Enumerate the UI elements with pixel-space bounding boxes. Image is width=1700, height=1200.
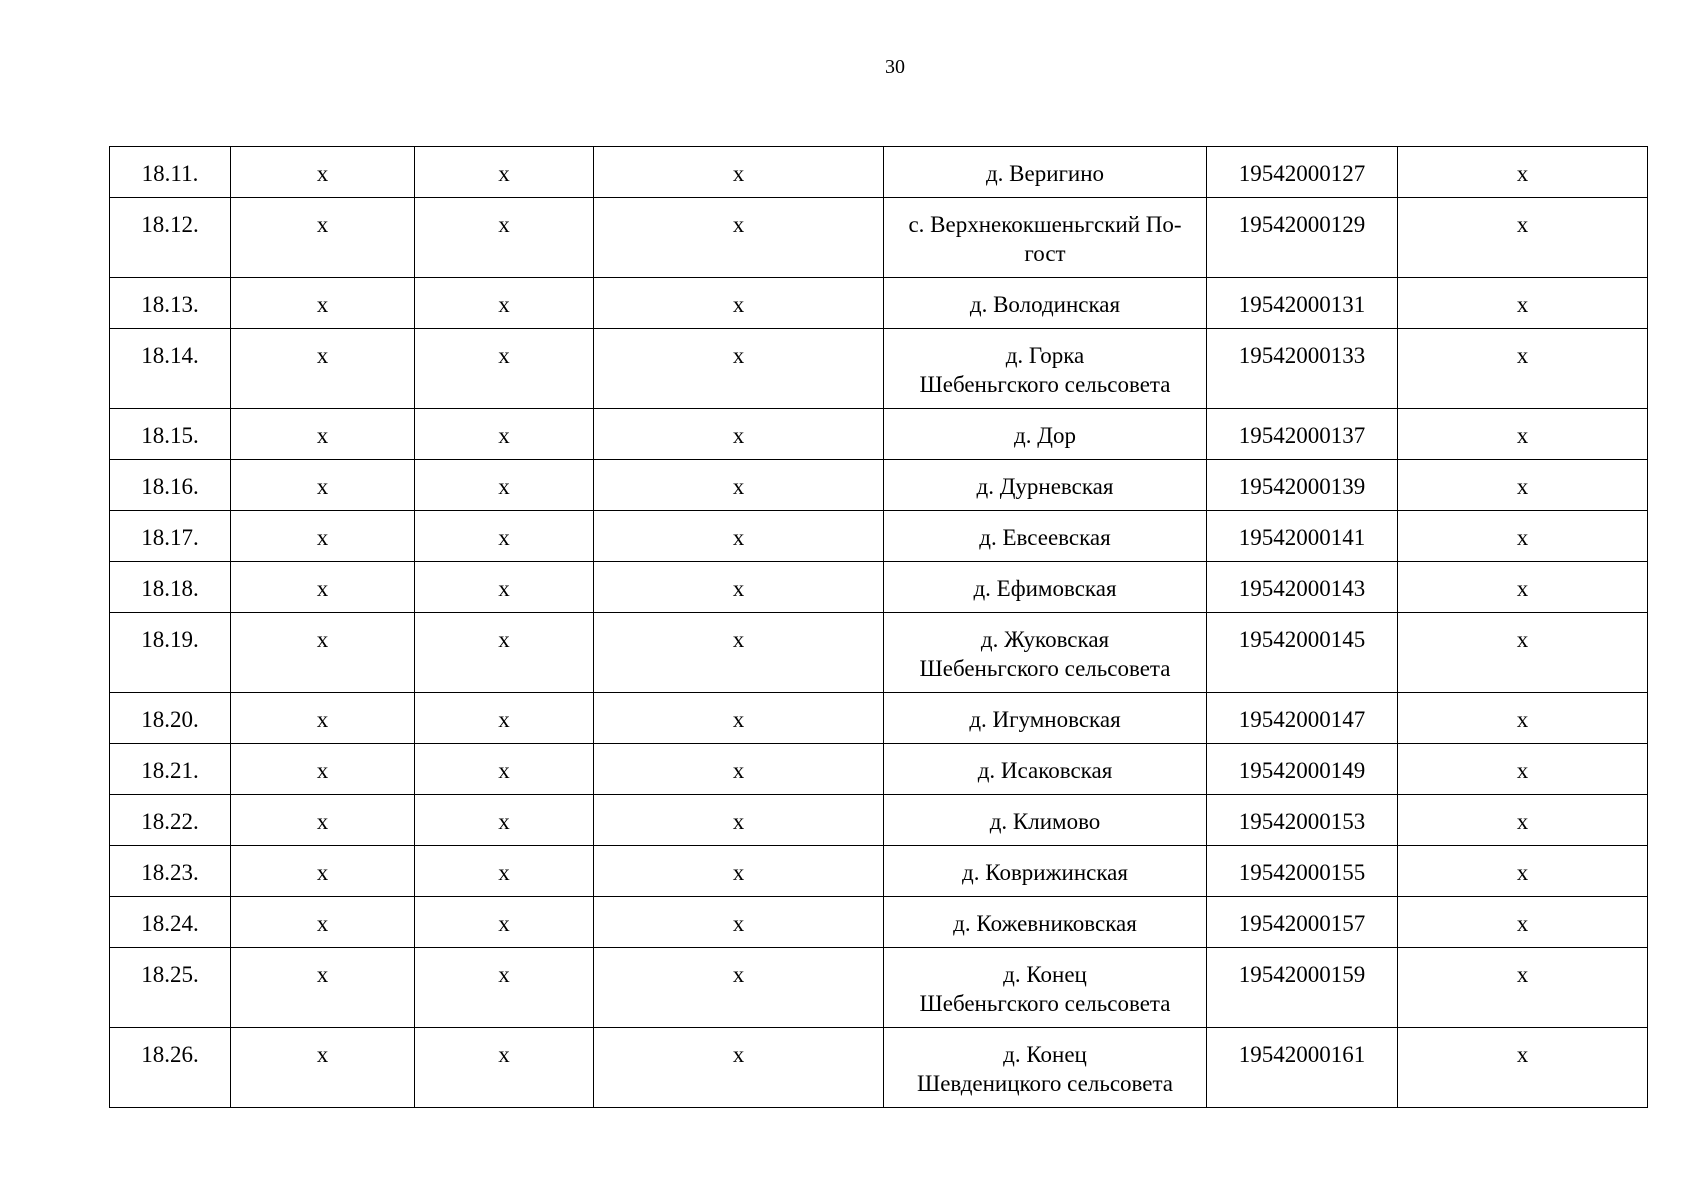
oktmo-code-cell: 19542000149 (1207, 744, 1398, 795)
oktmo-code-cell: 19542000143 (1207, 562, 1398, 613)
placeholder-cell: x (1398, 409, 1648, 460)
placeholder-cell: x (231, 795, 415, 846)
placeholder-cell: x (231, 1028, 415, 1108)
settlement-name-line: Шевденицкого сельсовета (917, 1071, 1173, 1096)
table-row (110, 846, 1648, 897)
settlement-name-cell (884, 948, 1207, 1028)
settlement-name-line: Шебеньгского сельсовета (919, 372, 1171, 397)
table-row (110, 897, 1648, 948)
placeholder-cell: x (1398, 744, 1648, 795)
row-number-cell: 18.12. (110, 198, 231, 278)
placeholder-cell: x (1398, 795, 1648, 846)
placeholder-cell: x (1398, 846, 1648, 897)
settlement-name-line: гост (1024, 241, 1066, 266)
placeholder-cell: x (594, 147, 884, 198)
placeholder-cell: x (231, 147, 415, 198)
oktmo-code-cell: 19542000137 (1207, 409, 1398, 460)
table-row (110, 147, 1648, 198)
placeholder-cell: x (231, 744, 415, 795)
settlement-name-cell (884, 1028, 1207, 1108)
settlement-name-line: Шебеньгского сельсовета (919, 656, 1171, 681)
row-number-cell: 18.25. (110, 948, 231, 1028)
settlement-name-cell: д. Коврижинская (884, 846, 1207, 897)
placeholder-cell: x (231, 409, 415, 460)
oktmo-code-cell: 19542000145 (1207, 613, 1398, 693)
placeholder-cell: x (231, 278, 415, 329)
row-number-cell: 18.21. (110, 744, 231, 795)
placeholder-cell: x (415, 147, 594, 198)
oktmo-code-cell: 19542000141 (1207, 511, 1398, 562)
table-row (110, 693, 1648, 744)
row-number-cell: 18.19. (110, 613, 231, 693)
settlement-name-cell: д. Евсеевская (884, 511, 1207, 562)
placeholder-cell: x (415, 744, 594, 795)
table-row (110, 198, 1648, 278)
placeholder-cell: x (415, 278, 594, 329)
placeholder-cell: x (231, 511, 415, 562)
oktmo-code-cell: 19542000129 (1207, 198, 1398, 278)
placeholder-cell: x (231, 693, 415, 744)
table-row (110, 948, 1648, 1028)
placeholder-cell: x (415, 693, 594, 744)
placeholder-cell: x (594, 409, 884, 460)
table-body (110, 147, 1648, 1108)
oktmo-code-cell: 19542000147 (1207, 693, 1398, 744)
placeholder-cell: x (415, 460, 594, 511)
row-number-cell: 18.18. (110, 562, 231, 613)
placeholder-cell: x (594, 948, 884, 1028)
row-number-cell: 18.22. (110, 795, 231, 846)
settlement-name-cell: д. Климово (884, 795, 1207, 846)
placeholder-cell: x (415, 948, 594, 1028)
placeholder-cell: x (415, 409, 594, 460)
placeholder-cell: x (594, 511, 884, 562)
row-number-cell: 18.15. (110, 409, 231, 460)
placeholder-cell: x (231, 562, 415, 613)
settlement-name-line: д. Конец (1003, 1042, 1087, 1067)
row-number-cell: 18.20. (110, 693, 231, 744)
settlement-name-cell (884, 329, 1207, 409)
oktmo-code-cell: 19542000131 (1207, 278, 1398, 329)
settlements-table (109, 146, 1648, 1108)
placeholder-cell: x (231, 613, 415, 693)
settlement-name-cell: д. Кожевниковская (884, 897, 1207, 948)
placeholder-cell: x (1398, 613, 1648, 693)
row-number-cell: 18.23. (110, 846, 231, 897)
placeholder-cell: x (594, 846, 884, 897)
placeholder-cell: x (594, 693, 884, 744)
table-row (110, 613, 1648, 693)
row-number-cell: 18.11. (110, 147, 231, 198)
table-row (110, 460, 1648, 511)
settlement-name-line: с. Верхнекокшеньгский По- (908, 212, 1182, 237)
placeholder-cell: x (231, 329, 415, 409)
placeholder-cell: x (415, 846, 594, 897)
table-row (110, 511, 1648, 562)
row-number-cell: 18.26. (110, 1028, 231, 1108)
settlement-name-cell: д. Дурневская (884, 460, 1207, 511)
placeholder-cell: x (1398, 147, 1648, 198)
oktmo-code-cell: 19542000139 (1207, 460, 1398, 511)
placeholder-cell: x (594, 897, 884, 948)
table-row (110, 409, 1648, 460)
placeholder-cell: x (594, 562, 884, 613)
placeholder-cell: x (415, 897, 594, 948)
settlement-name-cell (884, 613, 1207, 693)
oktmo-code-cell: 19542000127 (1207, 147, 1398, 198)
placeholder-cell: x (231, 846, 415, 897)
placeholder-cell: x (594, 278, 884, 329)
placeholder-cell: x (594, 1028, 884, 1108)
placeholder-cell: x (1398, 511, 1648, 562)
settlement-name-line: д. Конец (1003, 962, 1087, 987)
table-row (110, 278, 1648, 329)
placeholder-cell: x (1398, 948, 1648, 1028)
oktmo-code-cell: 19542000161 (1207, 1028, 1398, 1108)
placeholder-cell: x (415, 329, 594, 409)
settlement-name-line: д. Горка (1005, 343, 1085, 368)
placeholder-cell: x (1398, 1028, 1648, 1108)
oktmo-code-cell: 19542000153 (1207, 795, 1398, 846)
table-row (110, 1028, 1648, 1108)
row-number-cell: 18.13. (110, 278, 231, 329)
placeholder-cell: x (594, 329, 884, 409)
settlement-name-cell (884, 198, 1207, 278)
placeholder-cell: x (594, 613, 884, 693)
placeholder-cell: x (594, 198, 884, 278)
settlement-name-cell: д. Игумновская (884, 693, 1207, 744)
table-row (110, 329, 1648, 409)
placeholder-cell: x (415, 198, 594, 278)
oktmo-code-cell: 19542000157 (1207, 897, 1398, 948)
row-number-cell: 18.14. (110, 329, 231, 409)
settlement-name-cell: д. Ефимовская (884, 562, 1207, 613)
table-row (110, 562, 1648, 613)
table-row (110, 744, 1648, 795)
placeholder-cell: x (1398, 198, 1648, 278)
placeholder-cell: x (231, 198, 415, 278)
placeholder-cell: x (594, 744, 884, 795)
placeholder-cell: x (415, 795, 594, 846)
page-number: 30 (885, 56, 905, 78)
placeholder-cell: x (1398, 562, 1648, 613)
placeholder-cell: x (594, 795, 884, 846)
placeholder-cell: x (415, 511, 594, 562)
oktmo-code-cell: 19542000133 (1207, 329, 1398, 409)
settlement-name-line: Шебеньгского сельсовета (919, 991, 1171, 1016)
row-number-cell: 18.24. (110, 897, 231, 948)
settlement-name-cell: д. Володинская (884, 278, 1207, 329)
placeholder-cell: x (1398, 329, 1648, 409)
settlement-name-cell: д. Исаковская (884, 744, 1207, 795)
placeholder-cell: x (594, 460, 884, 511)
settlement-name-cell: д. Дор (884, 409, 1207, 460)
placeholder-cell: x (415, 613, 594, 693)
placeholder-cell: x (231, 897, 415, 948)
placeholder-cell: x (231, 948, 415, 1028)
placeholder-cell: x (1398, 693, 1648, 744)
row-number-cell: 18.17. (110, 511, 231, 562)
settlement-name-cell: д. Веригино (884, 147, 1207, 198)
placeholder-cell: x (415, 562, 594, 613)
placeholder-cell: x (1398, 897, 1648, 948)
oktmo-code-cell: 19542000159 (1207, 948, 1398, 1028)
placeholder-cell: x (1398, 460, 1648, 511)
placeholder-cell: x (1398, 278, 1648, 329)
settlement-name-line: д. Жуковская (980, 627, 1110, 652)
placeholder-cell: x (231, 460, 415, 511)
oktmo-code-cell: 19542000155 (1207, 846, 1398, 897)
placeholder-cell: x (415, 1028, 594, 1108)
row-number-cell: 18.16. (110, 460, 231, 511)
table-row (110, 795, 1648, 846)
